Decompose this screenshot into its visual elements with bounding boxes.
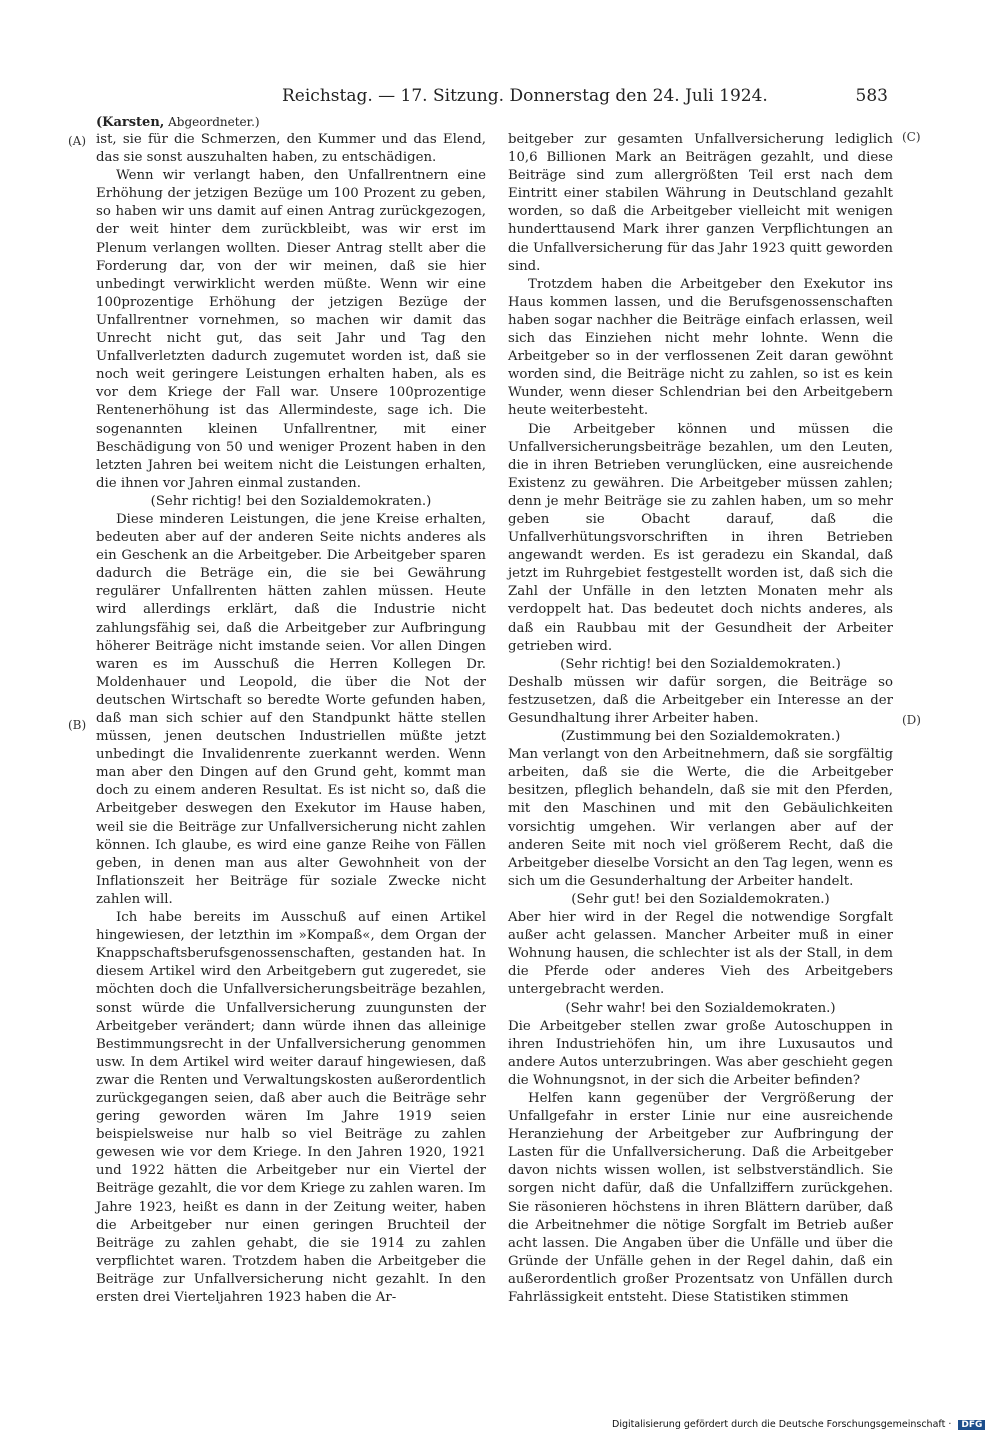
margin-mark-a: (A) <box>68 134 87 148</box>
page-header <box>96 86 896 112</box>
margin-mark-d: (D) <box>902 713 921 727</box>
paragraph: Die Arbeitgeber stellen zwar große Autoschuppen in ihren Industriehöfen hin, um ihre Luxusautos und andere Autos unterzubringen. Was aber geschieht gegen die Wohnungsnot, in der sich die Arbeiter befinden? <box>508 1018 893 1088</box>
paragraph: Diese minderen Leistungen, die jene Kreise erhalten, bedeuten aber auf der anderen Seite nichts anderes als ein Geschenk an die Arbeitgeber. Die Arbeitgeber sparen dadurch die Beträge ein, die sie bei Gewährung regulärer Unfallrenten hätten zahlen müssen. Heute wird allerdings erklärt, daß die Industrie nicht zahlungsfähig sei, daß die Arbeitgeber zur Aufbringung höherer Beiträge nicht imstande seien. Vor allen Dingen waren es im Ausschuß die Herren Kollegen Dr. Moldenhauer und Leopold, die über die Not der deutschen Wirtschaft so beredte Worte gefunden haben, daß man sich schier auf den Standpunkt hätte stellen müssen, jenen deutschen Industriellen müßte jetzt unbedingt die Invalidenrente zuerkannt werden. Wenn man aber den Dingen auf den Grund geht, kommt man doch zu einem anderen Resultat. Es ist nicht so, daß die Arbeitgeber deswegen den Exekutor im Hause haben, weil sie die Beiträge zur Unfallversicherung nicht zahlen können. Ich glaube, es wird eine ganze Reihe von Fällen geben, in denen man aus alter Gewohnheit von der Inflationszeit her Beiträge für soziale Zwecke nicht zahlen will. <box>96 511 486 907</box>
margin-mark-c: (C) <box>902 130 921 144</box>
header-title: Reichstag. — 17. Sitzung. Donnerstag den 24. Juli 1924. <box>282 86 768 106</box>
interjection: (Sehr richtig! bei den Sozialdemokraten.) <box>150 493 432 509</box>
footer-credit <box>612 1419 985 1430</box>
paragraph: Ich habe bereits im Ausschuß auf einen Artikel hingewiesen, der letzthin im »Kompaß«, dem Organ der Knappschaftsberufsgenossenschaften, gestanden hat. In diesem Artikel wird den Arbeitgebern gut zugeredet, sie möchten doch die Unfallversicherungsbeiträge bezahlen, sonst würde die Unfallversicherung zuungunsten der Arbeitgeber verändert; dann würde ihnen das alleinige Bestimmungsrecht in der Unfallversicherung genommen usw. In dem Artikel wird weiter darauf hingewiesen, daß zwar die Renten und Verwaltungskosten außerordentlich zurückgegangen seien, daß aber auch die Beiträge sehr gering geworden wären Im Jahre 1919 seien beispielsweise nur halb so viel Beiträge zu zahlen gewesen wie vor dem Kriege. In den Jahren 1920, 1921 und 1922 hätten die Arbeitgeber nur ein Viertel der Beiträge gezahlt, die vor dem Kriege zu zahlen waren. Im Jahre 1923, heißt es dann in der Zeitung weiter, haben die Arbeitgeber nur einen geringen Bruchteil der Beiträge zu zahlen gehabt, die sie 1914 zu zahlen verpflichtet waren. Trotzdem haben die Arbeitgeber die Beiträge zur Unfallversicherung nicht gezahlt. In den ersten drei Vierteljahren 1923 haben die Ar- <box>96 910 486 1305</box>
paragraph: beitgeber zur gesamten Unfallversicherung lediglich 10,6 Billionen Mark an Beiträgen gezahlt, und diese Beiträge sind zum allergrößten Teil erst nach dem Eintritt einer stabilen Währung in Deutschland gezahlt worden, so daß die Arbeitgeber vielleicht mit wenigen hunderttausend Mark ihrer ganzen Verpflichtungen an die Unfallversicherung für das Jahr 1923 quitt geworden sind. <box>508 132 893 274</box>
paragraph: Trotzdem haben die Arbeitgeber den Exekutor ins Haus kommen lassen, und die Berufsgenossenschaften haben sogar nachher die Beiträge einfach erlassen, weil sich das Einziehen nicht mehr lohnte. Wenn die Arbeitgeber so in der verflossenen Zeit daran gewöhnt worden sind, die Beiträge nicht zu zahlen, so ist es kein Wunder, wenn dieser Schlendrian bei den Arbeitgebern heute weiterbesteht. <box>508 276 893 419</box>
speaker-role: Abgeordneter.) <box>168 115 260 129</box>
paragraph: Wenn wir verlangt haben, den Unfallrentnern eine Erhöhung der jetzigen Bezüge um 100 Prozent zu geben, so haben wir uns damit auf einen Antrag zurückgezogen, der weit hinter dem zurückbleibt, was wir erst im Plenum verlangen wollten. Dieser Antrag stellt aber die Forderung dar, von der wir meinen, daß sie hier unbedingt verwirklicht werden müßte. Wenn wir eine 100prozentige Erhöhung der jetzigen Bezüge der Unfallrentner vornehmen, so machen wir damit das Unrecht nicht gut, das seit Jahr und Tag den Unfallverletzten dadurch zugemutet worden ist, daß sie noch weit geringere Leistungen erhalten haben, als es vor dem Kriege der Fall war. Unsere 100prozentige Rentenerhöhung ist das Allermindeste, sage ich. Die sogenannten kleinen Unfallrentner, mit einer Beschädigung von 50 und weniger Prozent haben in den letzten Jahren bei weitem nicht die Leistungen erhalten, die ihnen vor Jahren einmal zustanden. <box>96 168 486 491</box>
interjection: (Sehr richtig! bei den Sozialdemokraten.) <box>560 656 841 672</box>
right-column <box>508 131 893 1307</box>
footer-text: Digitalisierung gefördert durch die Deutsche Forschungsgemeinschaft · <box>612 1419 952 1430</box>
interjection: (Sehr wahr! bei den Sozialdemokraten.) <box>565 1000 836 1016</box>
dfg-logo: DFG <box>958 1420 985 1430</box>
interjection: (Sehr gut! bei den Sozialdemokraten.) <box>571 891 830 907</box>
speaker-line <box>96 115 260 130</box>
left-column <box>96 131 486 1307</box>
speaker-name: (Karsten, <box>96 115 165 130</box>
paragraph: Man verlangt von den Arbeitnehmern, daß sie sorgfältig arbeiten, daß sie die Werte, die die Arbeitgeber besitzen, pfleglich behandeln, daß sie mit den Pferden, mit den Maschinen und mit den Gebäulichkeiten vorsichtig umgehen. Wir verlangen aber auf der anderen Seite mit noch viel größerem Recht, daß die Arbeitgeber dieselbe Vorsicht an den Tag legen, wenn es sich um die Gesunderhaltung der Arbeiter handelt. <box>508 747 893 889</box>
paragraph: Helfen kann gegenüber der Vergrößerung der Unfallgefahr in erster Linie nur eine ausreichende Heranziehung der Arbeitgeber zur Aufbringung der Lasten für die Unfallversicherung. Daß die Arbeitgeber davon nichts wissen wollen, ist selbstverständlich. Sie sorgen nicht dafür, daß die Unfallziffern zurückgehen. Sie räsonieren höchstens in ihren Blättern darüber, daß die Arbeitnehmer die nötige Sorgfalt im Betrieb außer acht lassen. Die Angaben über die Unfälle und über die Gründe der Unfälle gehen in der Regel dahin, daß ein außerordentlich großer Prozentsatz von Unfällen durch Fahrlässigkeit entsteht. Diese Statistiken stimmen <box>508 1090 893 1305</box>
page-number: 583 <box>855 86 888 106</box>
paragraph: Die Arbeitgeber können und müssen die Unfallversicherungsbeiträge bezahlen, um den Leuten, die in ihren Betrieben verunglücken, eine ausreichende Existenz zu gewähren. Die Arbeitgeber müssen zahlen; denn je mehr Beiträge sie zu zahlen haben, um so mehr geben sie Obacht darauf, daß die Unfallverhütungsvorschriften in ihren Betrieben angewandt werden. Es ist geradezu ein Skandal, daß jetzt im Ruhrgebiet festgestellt worden ist, daß sich die Zahl der Unfälle in den letzten Monaten mehr als verdoppelt hat. Das bedeutet doch nichts anderes, als daß ein Raubbau mit der Gesundheit der Arbeiter getrieben wird. <box>508 421 893 654</box>
margin-mark-b: (B) <box>68 718 87 732</box>
paragraph: Aber hier wird in der Regel die notwendige Sorgfalt außer acht gelassen. Mancher Arbeiter muß in einer Wohnung hausen, die schlechter ist als der Stall, in dem die Pferde oder anderes Vieh des Arbeitgebers untergebracht werden. <box>508 910 893 998</box>
paragraph: Deshalb müssen wir dafür sorgen, die Beiträge so festzusetzen, daß die Arbeitgeber ein Interesse an der Gesundhaltung ihrer Arbeiter haben. <box>508 674 893 726</box>
paragraph: ist, sie für die Schmerzen, den Kummer und das Elend, das sie sonst auszuhalten haben, zu entschädigen. <box>96 132 486 166</box>
interjection: (Zustimmung bei den Sozialdemokraten.) <box>560 729 841 745</box>
